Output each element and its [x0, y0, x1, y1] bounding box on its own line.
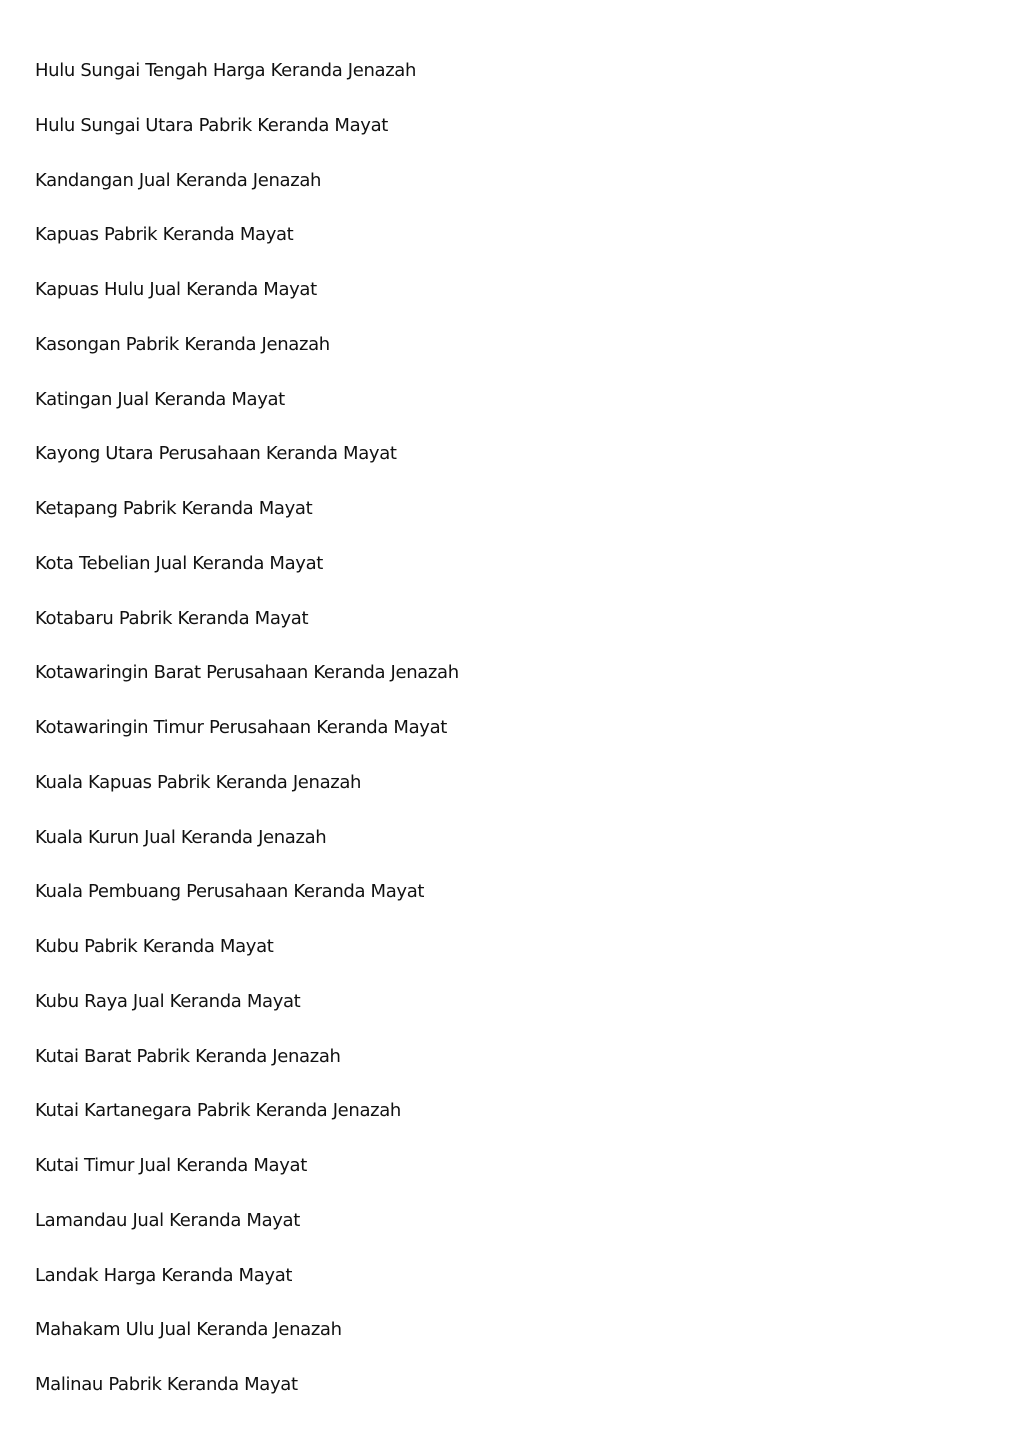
list-item — [35, 933, 459, 988]
list-item — [35, 57, 459, 112]
list-item — [35, 550, 459, 605]
list-item — [35, 167, 459, 222]
location-link[interactable]: Katingan Jual Keranda Mayat — [35, 388, 285, 410]
list-item — [35, 878, 459, 933]
list-item — [35, 659, 459, 714]
location-link[interactable]: Kubu Pabrik Keranda Mayat — [35, 936, 274, 957]
list-item — [35, 1371, 459, 1426]
location-link[interactable]: Hulu Sungai Tengah Harga Keranda Jenazah — [35, 60, 417, 81]
location-link[interactable]: Kuala Pembuang Perusahaan Keranda Mayat — [35, 881, 425, 903]
location-link-list — [35, 57, 459, 1426]
list-item — [35, 1316, 459, 1371]
list-item — [35, 1097, 459, 1152]
list-item — [35, 276, 459, 331]
list-item — [35, 824, 459, 879]
location-link[interactable]: Kutai Timur Jual Keranda Mayat — [35, 1155, 307, 1176]
location-link[interactable]: Kutai Kartanegara Pabrik Keranda Jenazah — [35, 1100, 401, 1122]
list-item — [35, 112, 459, 167]
list-item — [35, 988, 459, 1043]
list-item — [35, 331, 459, 386]
location-link[interactable]: Kayong Utara Perusahaan Keranda Mayat — [35, 443, 397, 465]
location-link[interactable]: Kotawaringin Barat Perusahaan Keranda Jenazah — [35, 662, 459, 684]
location-link[interactable]: Kuala Kurun Jual Keranda Jenazah — [35, 826, 327, 848]
list-item — [35, 1152, 459, 1207]
location-link[interactable]: Kapuas Pabrik Keranda Mayat — [35, 224, 294, 246]
location-link[interactable]: Kandangan Jual Keranda Jenazah — [35, 169, 322, 191]
list-item — [35, 714, 459, 769]
location-link[interactable]: Ketapang Pabrik Keranda Mayat — [35, 498, 313, 519]
list-item — [35, 1043, 459, 1098]
list-item — [35, 1262, 459, 1317]
list-item — [35, 605, 459, 660]
list-item — [35, 495, 459, 550]
location-link[interactable]: Kapuas Hulu Jual Keranda Mayat — [35, 279, 317, 300]
location-link[interactable]: Kotabaru Pabrik Keranda Mayat — [35, 607, 309, 629]
list-item — [35, 386, 459, 441]
location-link[interactable]: Malinau Pabrik Keranda Mayat — [35, 1374, 298, 1395]
location-link[interactable]: Landak Harga Keranda Mayat — [35, 1264, 293, 1286]
list-item — [35, 1207, 459, 1262]
location-link[interactable]: Kasongan Pabrik Keranda Jenazah — [35, 333, 330, 355]
list-item — [35, 769, 459, 824]
location-link[interactable]: Lamandau Jual Keranda Mayat — [35, 1209, 300, 1231]
location-link[interactable]: Mahakam Ulu Jual Keranda Jenazah — [35, 1319, 342, 1341]
location-link[interactable]: Kota Tebelian Jual Keranda Mayat — [35, 552, 323, 574]
list-item — [35, 221, 459, 276]
list-item — [35, 440, 459, 495]
location-link[interactable]: Kotawaringin Timur Perusahaan Keranda Mayat — [35, 717, 447, 738]
location-link[interactable]: Kuala Kapuas Pabrik Keranda Jenazah — [35, 771, 362, 793]
location-link[interactable]: Kutai Barat Pabrik Keranda Jenazah — [35, 1045, 341, 1067]
location-link[interactable]: Hulu Sungai Utara Pabrik Keranda Mayat — [35, 114, 388, 136]
location-link[interactable]: Kubu Raya Jual Keranda Mayat — [35, 990, 301, 1012]
